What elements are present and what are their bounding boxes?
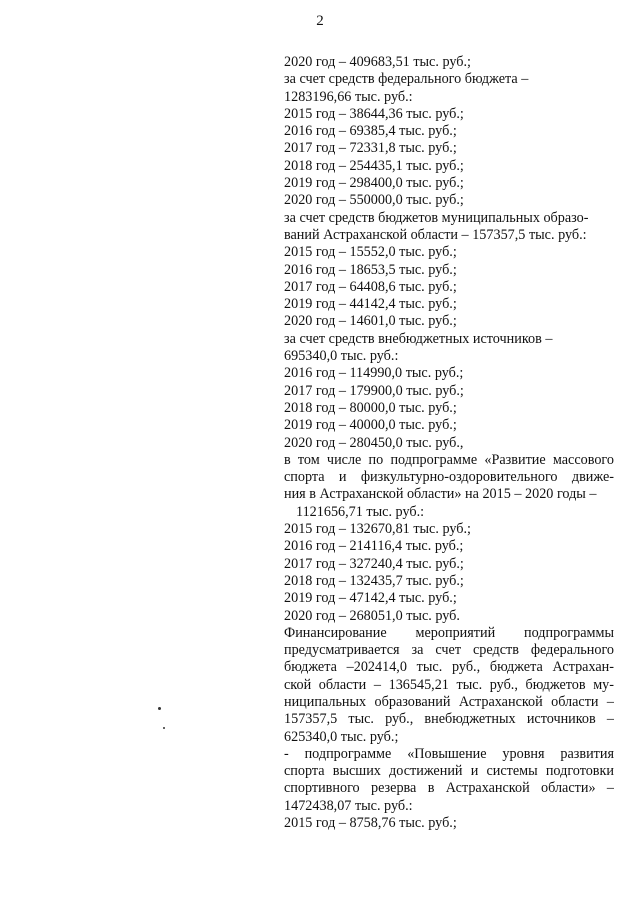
text-line: 2016 год – 114990,0 тыс. руб.; [284, 365, 464, 382]
text-line: спорта и физкультурно-оздоровительного движе- [284, 469, 614, 486]
document-text-column [284, 54, 614, 832]
text-line: за счет средств федерального бюджета – [284, 71, 529, 88]
text-line: бюджета –202414,0 тыс. руб., бюджета Астрахан- [284, 659, 614, 676]
text-line: 2020 год – 268051,0 тыс. руб. [284, 607, 460, 624]
text-line: 2020 год – 550000,0 тыс. руб.; [284, 192, 464, 209]
text-line: 2020 год – 409683,51 тыс. руб.; [284, 54, 471, 70]
text-line: 2020 год – 14601,0 тыс. руб.; [284, 313, 457, 330]
text-line: 2016 год – 69385,4 тыс. руб.; [284, 123, 457, 140]
text-line: в том числе по подпрограмме «Развитие массового [284, 451, 614, 468]
text-line: 1472438,07 тыс. руб.: [284, 797, 413, 814]
text-line: 1283196,66 тыс. руб.: [284, 88, 413, 105]
text-line: 2017 год – 327240,4 тыс. руб.; [284, 555, 464, 572]
text-line: 2017 год – 64408,6 тыс. руб.; [284, 278, 457, 295]
text-line: 2019 год – 47142,4 тыс. руб.; [284, 590, 457, 607]
text-line: 625340,0 тыс. руб.; [284, 728, 399, 745]
text-line: спорта высших достижений и системы подготовки [284, 763, 614, 780]
text-line: 2018 год – 254435,1 тыс. руб.; [284, 157, 464, 174]
text-line: 2018 год – 132435,7 тыс. руб.; [284, 572, 464, 589]
scan-speck [158, 707, 161, 710]
text-line: 2015 год – 8758,76 тыс. руб.; [284, 815, 457, 832]
text-line: Финансирование мероприятий подпрограммы [284, 624, 614, 641]
text-line: 2017 год – 72331,8 тыс. руб.; [284, 140, 457, 157]
text-line: 2020 год – 280450,0 тыс. руб., [284, 434, 464, 451]
text-line: 1121656,71 тыс. руб.: [296, 503, 425, 520]
scan-speck [163, 727, 165, 729]
text-line: 2016 год – 18653,5 тыс. руб.; [284, 261, 457, 278]
text-line: 157357,5 тыс. руб., внебюджетных источников – [284, 711, 614, 728]
text-line: - подпрограмме «Повышение уровня развития [284, 745, 614, 762]
text-line: ниципальных образований Астраханской области – [284, 693, 614, 710]
text-line: за счет средств бюджетов муниципальных образо- [284, 209, 589, 226]
text-line: спортивного резерва в Астраханской области» – [284, 780, 614, 797]
page-number: 2 [316, 13, 324, 29]
text-line: 2015 год – 15552,0 тыс. руб.; [284, 244, 457, 261]
text-line: за счет средств внебюджетных источников – [284, 330, 553, 347]
text-line: 2015 год – 38644,36 тыс. руб.; [284, 105, 464, 122]
text-line: 2015 год – 132670,81 тыс. руб.; [284, 521, 471, 538]
text-line: предусматривается за счет средств федерального [284, 642, 614, 659]
text-line: ваний Астраханской области – 157357,5 тыс. руб.: [284, 226, 587, 243]
text-line: 2017 год – 179900,0 тыс. руб.; [284, 382, 464, 399]
text-line: 2018 год – 80000,0 тыс. руб.; [284, 399, 457, 416]
text-line: ской области – 136545,21 тыс. руб., бюджетов му- [284, 676, 614, 693]
text-line: 2019 год – 298400,0 тыс. руб.; [284, 175, 464, 192]
text-line: 2019 год – 44142,4 тыс. руб.; [284, 296, 457, 313]
text-line: 2019 год – 40000,0 тыс. руб.; [284, 417, 457, 434]
text-line: ния в Астраханской области» на 2015 – 2020 годы – [284, 486, 597, 503]
text-line: 2016 год – 214116,4 тыс. руб.; [284, 538, 464, 555]
text-line: 695340,0 тыс. руб.: [284, 348, 399, 365]
